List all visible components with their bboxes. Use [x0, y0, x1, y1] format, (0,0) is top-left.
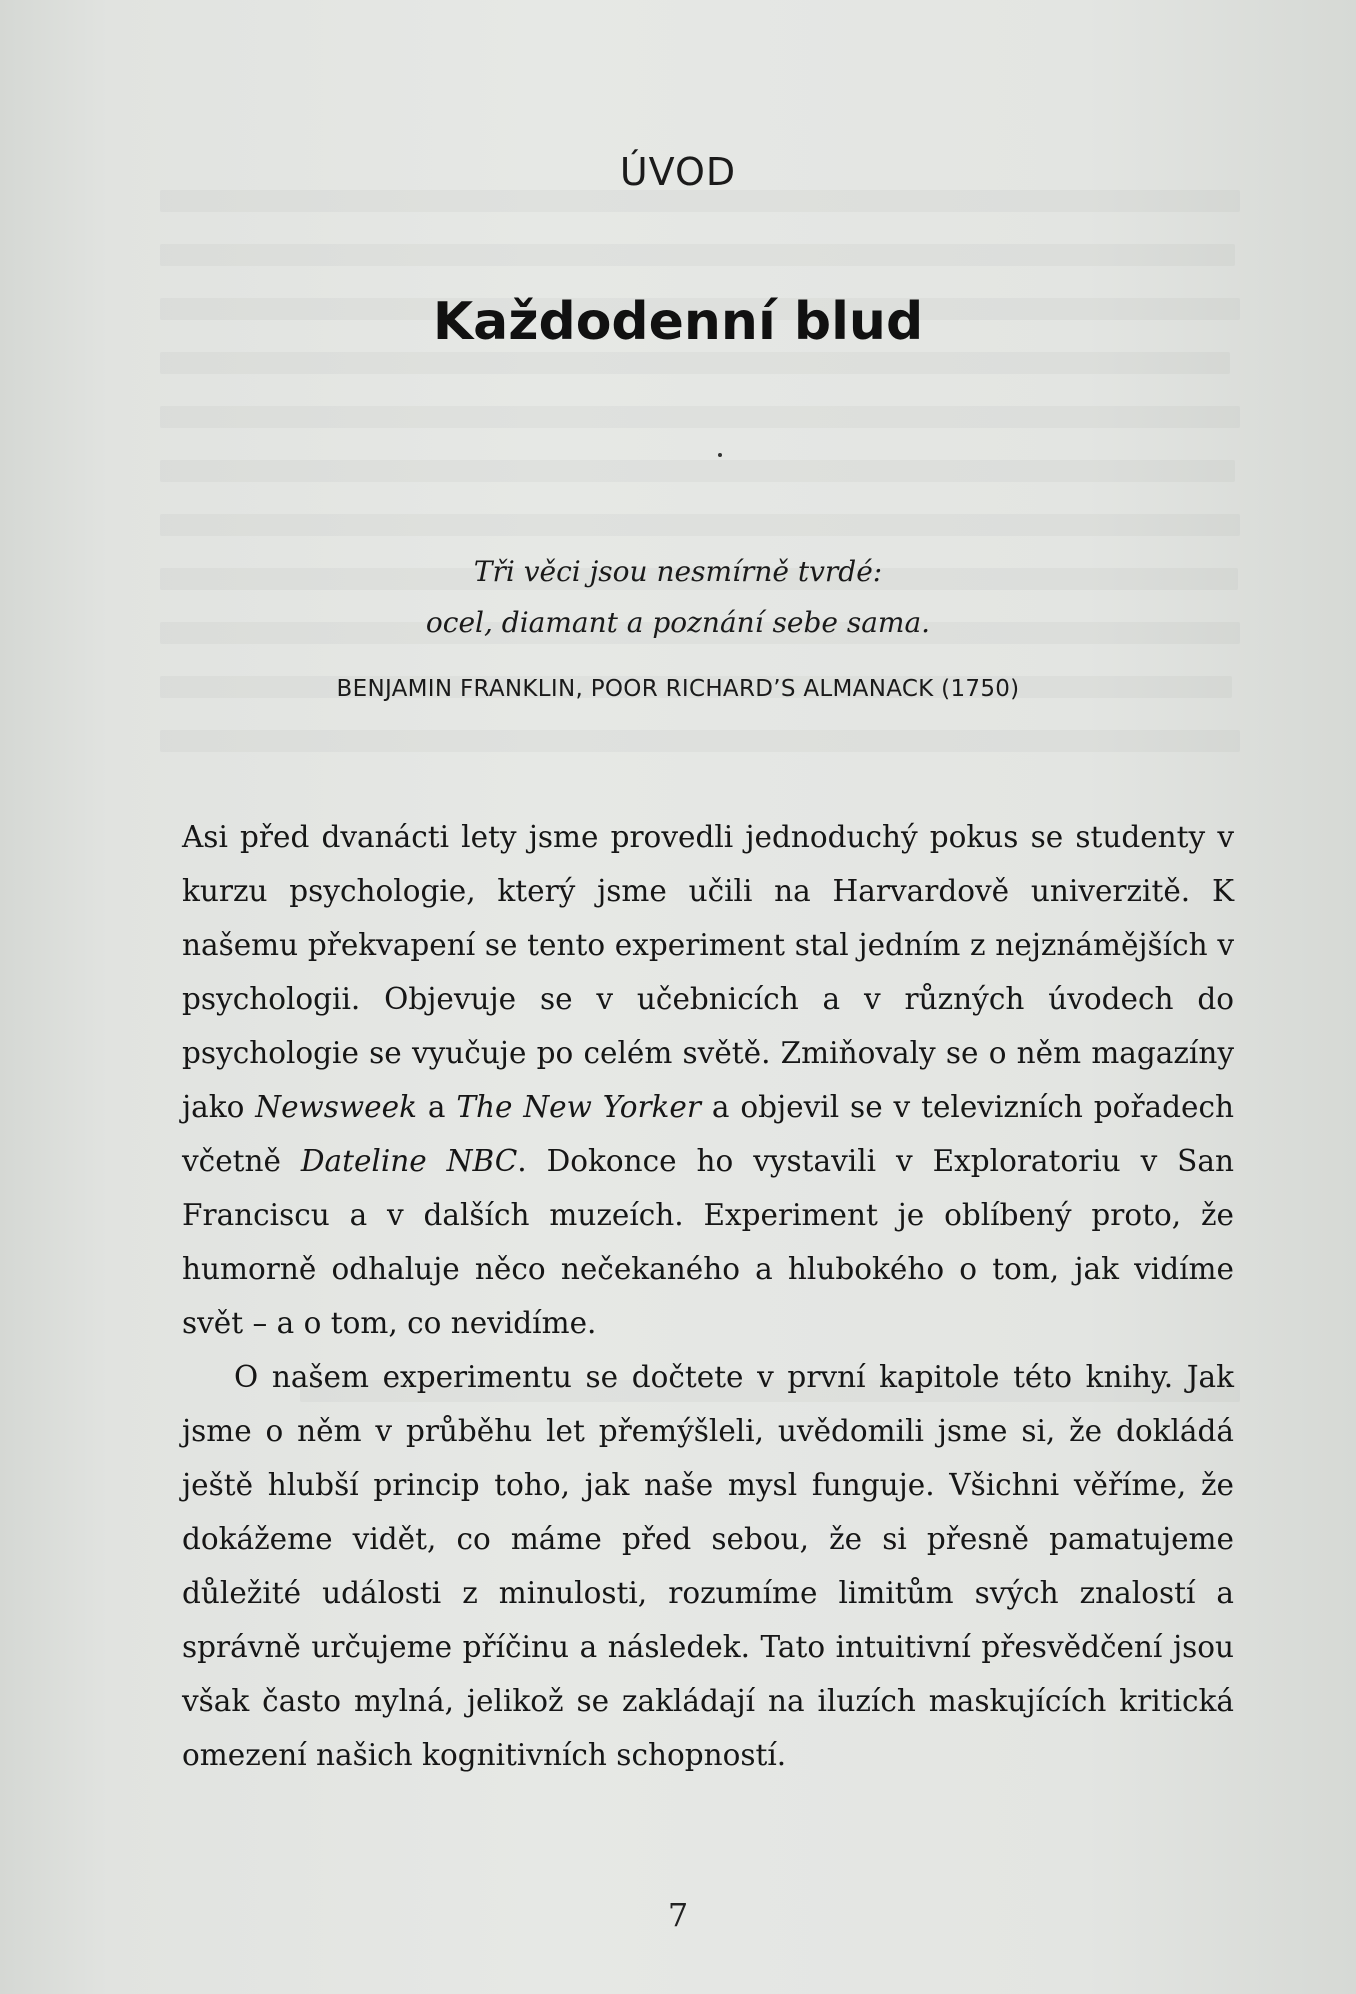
ornament-dot [718, 453, 722, 457]
show-through-line [160, 514, 1240, 536]
paragraph-2: O našem experimentu se dočtete v první kapitole této knihy. Jak jsme o něm v průběhu let přemýšleli, uvědomili jsme si, že dokládá ještě hlubší princip toho, jak naše mysl funguje. Všichni věříme, že dokážeme vidět, co máme před sebou, že si přesně pamatujeme důležité události z minulosti, rozumíme limitům svých znalostí a správně určujeme příčinu a následek. Tato intuitivní přesvědčení jsou však často mylná, jelikož se zakládají na iluzích maskujících kritická omezení našich kognitivních schopností. [182, 1360, 1234, 1772]
magazine-new-yorker: The New Yorker [456, 1090, 701, 1124]
paragraph-1-part-2: a [416, 1090, 457, 1124]
epigraph-line-2: ocel, diamant a poznání sebe sama. [425, 606, 931, 639]
paragraph-1 [182, 810, 1234, 1350]
paragraph-1-part-4: . Dokonce ho vystavili v Exploratoriu v San Franciscu a v dalších muzeích. Experiment je oblíbený proto, že humorně odhaluje něco nečekaného a hlubokého o tom, jak vidíme svět – a o tom, co nevidíme. [182, 1144, 1234, 1340]
chapter-title: Každodenní blud [432, 292, 924, 352]
section-label: ÚVOD [619, 150, 737, 194]
show-dateline: Dateline NBC [300, 1144, 518, 1178]
body-text [182, 810, 1234, 1782]
page-number: 7 [667, 1896, 689, 1934]
show-through-line [160, 730, 1240, 752]
show-through-line [160, 352, 1230, 374]
show-through-line [160, 460, 1235, 482]
epigraph [0, 546, 1356, 648]
show-through-line [160, 244, 1235, 266]
paragraph-1-part-1: Asi před dvanácti lety jsme provedli jednoduchý pokus se studenty v kurzu psychologie, který jsme učili na Harvardově univerzitě. K našemu překvapení se tento experiment stal jedním z nejznámějších v psychologii. Objevuje se v učebnicích a v různých úvodech do psychologie se vyučuje po celém světě. Zmiňovaly se o něm magazíny jako [182, 820, 1234, 1124]
magazine-newsweek: Newsweek [255, 1090, 417, 1124]
show-through-line [160, 406, 1240, 428]
epigraph-attribution: BENJAMIN FRANKLIN, POOR RICHARD’S ALMANACK (1750) [336, 676, 1020, 702]
epigraph-line-1: Tři věci jsou nesmírně tvrdé: [473, 555, 883, 588]
paragraph-1-part-3: a objevil se v televizních pořadech včetně [182, 1090, 1234, 1178]
